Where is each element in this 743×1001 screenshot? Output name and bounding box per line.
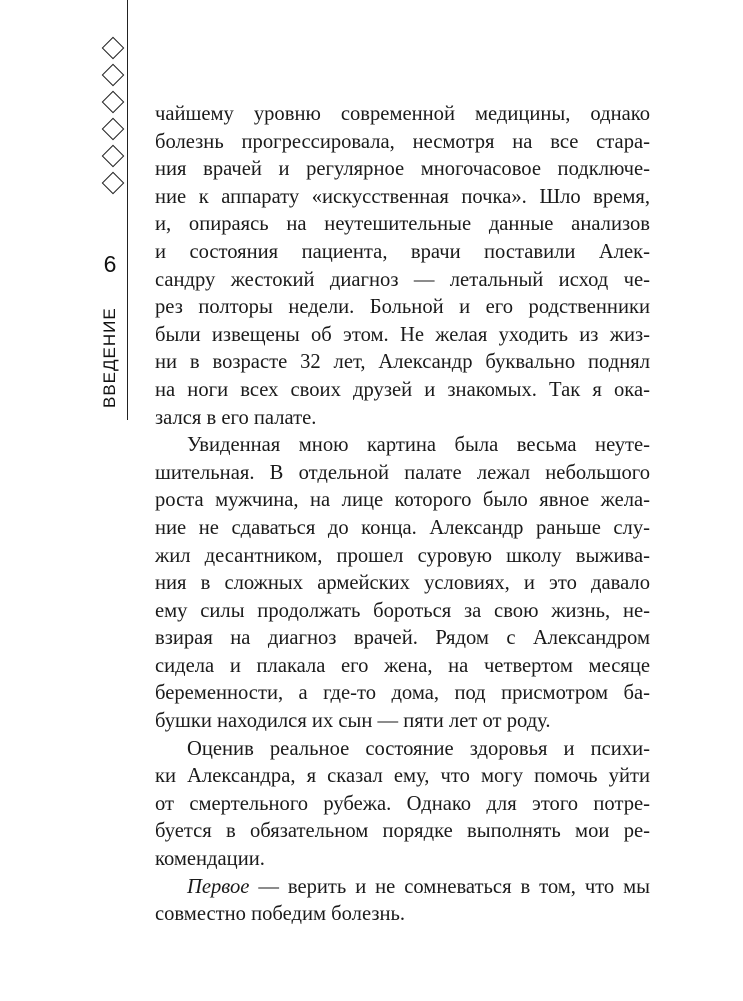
text-line bbox=[155, 846, 650, 874]
text-line bbox=[155, 598, 650, 626]
diamond-icon bbox=[102, 36, 124, 63]
line-text: комендации. bbox=[155, 848, 265, 871]
text-line bbox=[155, 349, 650, 377]
line-text: бушки находился их сын — пяти лет от роду. bbox=[155, 710, 551, 733]
paragraph bbox=[155, 874, 650, 929]
text-line bbox=[155, 267, 650, 295]
text-line bbox=[155, 156, 650, 184]
page-number: 6 bbox=[103, 251, 117, 277]
diamond-icon bbox=[102, 90, 124, 117]
line-text: на ноги всех своих друзей и знакомых. Так я ока- bbox=[155, 378, 650, 401]
text-line bbox=[155, 377, 650, 405]
text-line bbox=[155, 818, 650, 846]
line-text: взирая на диагноз врачей. Рядом с Александром bbox=[155, 627, 650, 650]
line-text: буется в обязательном порядке выполнять мои ре- bbox=[155, 820, 650, 843]
line-text: ему силы продолжать бороться за свою жизнь, не- bbox=[155, 599, 650, 622]
line-text: Оценив реальное состояние здоровья и психи- bbox=[187, 737, 650, 760]
text-line bbox=[155, 405, 650, 433]
line-text: ние к аппарату «искусственная почка». Шло время, bbox=[155, 185, 650, 208]
paragraph bbox=[155, 736, 650, 874]
line-text: ки Александра, я сказал ему, что могу помочь уйти bbox=[155, 765, 650, 788]
text-line bbox=[155, 460, 650, 488]
line-text: жил десантником, прошел суровую школу выжива- bbox=[155, 544, 650, 567]
paragraph bbox=[155, 101, 650, 432]
text-line bbox=[155, 322, 650, 350]
diamond-ornament bbox=[102, 36, 124, 198]
line-text: Увиденная мною картина была весьма неуте- bbox=[187, 434, 650, 457]
text-line bbox=[155, 184, 650, 212]
diamond-icon bbox=[102, 117, 124, 144]
line-text: ния в сложных армейских условиях, и это давало bbox=[155, 572, 650, 595]
diamond-icon bbox=[102, 63, 124, 90]
text-line bbox=[155, 901, 650, 929]
text-line bbox=[155, 515, 650, 543]
line-text: ния врачей и регулярное многочасовое подключе- bbox=[155, 158, 650, 181]
italic-term: Первое bbox=[187, 875, 250, 898]
line-text: беременности, а где-то дома, под присмотром ба- bbox=[155, 682, 650, 705]
text-line bbox=[155, 874, 650, 902]
text-line bbox=[155, 736, 650, 764]
line-text: были извещены об этом. Не желая уходить из жиз- bbox=[155, 323, 650, 346]
line-text: от смертельного рубежа. Однако для этого потре- bbox=[155, 792, 650, 815]
line-text: сидела и плакала его жена, на четвертом месяце bbox=[155, 654, 650, 677]
text-line bbox=[155, 680, 650, 708]
line-text: ни в возрасте 32 лет, Александр буквально поднял bbox=[155, 351, 650, 374]
text-line bbox=[155, 239, 650, 267]
line-text: роста мужчина, на лице которого было явное жела- bbox=[155, 489, 650, 512]
text-line bbox=[155, 625, 650, 653]
text-line bbox=[155, 432, 650, 460]
text-line bbox=[155, 487, 650, 515]
text-line bbox=[155, 708, 650, 736]
line-text: болезнь прогрессировала, несмотря на все стара- bbox=[155, 130, 650, 153]
body-text bbox=[155, 101, 650, 929]
text-line bbox=[155, 653, 650, 681]
line-text: зался в его палате. bbox=[155, 406, 317, 429]
diamond-icon bbox=[102, 171, 124, 198]
line-text: совместно победим болезнь. bbox=[155, 903, 406, 926]
line-text: и состояния пациента, врачи поставили Алек- bbox=[155, 240, 650, 263]
section-label: ВВЕДЕНИЕ bbox=[100, 307, 119, 408]
diamond-icon bbox=[102, 144, 124, 171]
text-line bbox=[155, 543, 650, 571]
paragraph bbox=[155, 432, 650, 736]
text-line bbox=[155, 294, 650, 322]
line-text: чайшему уровню современной медицины, однако bbox=[155, 103, 650, 125]
text-line bbox=[155, 129, 650, 157]
text-line bbox=[155, 763, 650, 791]
line-text: сандру жестокий диагноз — летальный исход че- bbox=[155, 268, 650, 291]
text-line bbox=[155, 791, 650, 819]
text-line bbox=[155, 570, 650, 598]
text-line bbox=[155, 211, 650, 239]
margin-rule bbox=[127, 0, 128, 420]
line-text: шительная. В отдельной палате лежал небольшого bbox=[155, 461, 650, 484]
line-text: ние не сдаваться до конца. Александр раньше слу- bbox=[155, 516, 650, 539]
text-line bbox=[155, 101, 650, 129]
line-text: и, опираясь на неутешительные данные анализов bbox=[155, 213, 650, 236]
line-text: рез полторы недели. Больной и его родственники bbox=[155, 296, 650, 319]
line-text: — верить и не сомневаться в том, что мы bbox=[249, 875, 650, 898]
